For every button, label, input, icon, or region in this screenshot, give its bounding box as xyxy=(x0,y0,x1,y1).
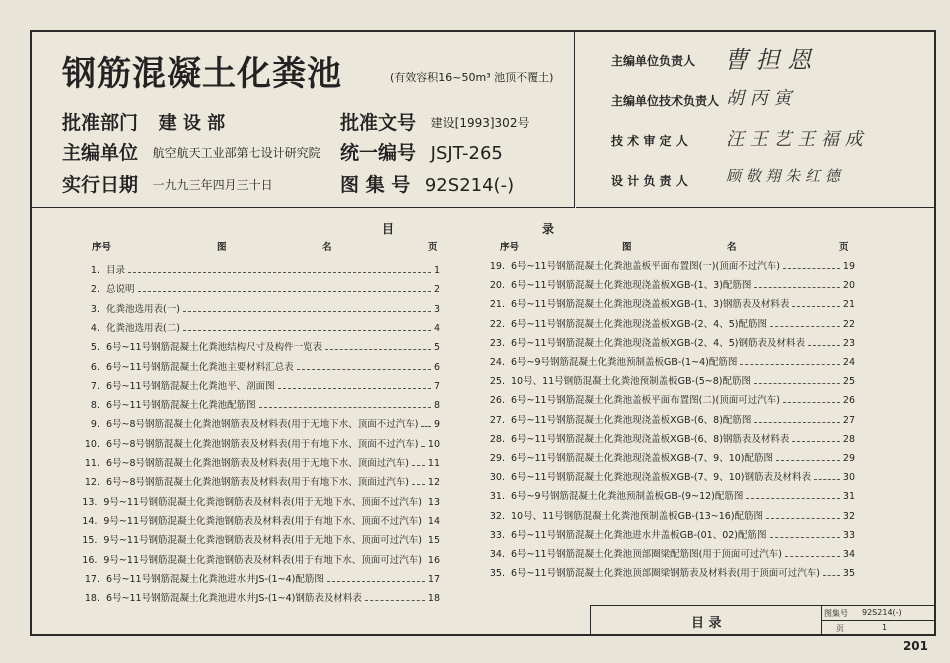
toc-leader-dots xyxy=(754,287,839,288)
toc-entry xyxy=(72,436,440,450)
toc-entry xyxy=(72,416,440,430)
toc-leader-dots xyxy=(792,441,839,442)
toc-entry-page: 2 xyxy=(433,284,440,296)
toc-entry-number: 22. xyxy=(489,318,505,330)
toc-entry xyxy=(72,571,440,585)
toc-leader-dots xyxy=(814,479,840,480)
signature: 汪 王 艺 王 福 成 xyxy=(726,129,863,150)
toc-entry-title: 6号~11号钢筋混凝土化粪池进水井盖板GB-(01、02)配筋图 xyxy=(511,529,767,541)
toc-heading-left: 目 xyxy=(382,222,395,236)
toc-entry-page: 12 xyxy=(427,477,440,489)
col-page-right: 页 xyxy=(839,242,849,253)
toc-entry-number: 20. xyxy=(489,280,505,292)
toc-entry xyxy=(477,373,855,387)
toc-entry xyxy=(72,397,440,411)
unified-no-row: 统一编号 JSJT-265 xyxy=(340,142,503,164)
toc-entry-number: 25. xyxy=(489,376,505,388)
toc-entry-page: 4 xyxy=(433,322,440,334)
toc-entry xyxy=(72,301,440,315)
toc-entry-page: 5 xyxy=(433,342,440,354)
toc-entry-number: 29. xyxy=(489,453,505,464)
toc-entry-page: 7 xyxy=(433,380,440,392)
col-title-b-left: 名 xyxy=(322,242,332,253)
book-page-number: 201 xyxy=(902,639,928,653)
toc-entry-title: 6号~9号钢筋混凝土化粪池预制盖板GB-(9~12)配筋图 xyxy=(511,491,744,503)
footer-atlas-row xyxy=(822,606,936,621)
impl-date-row: 实行日期 一九九三年四月三十日 xyxy=(62,174,273,196)
document-title: 钢筋混凝土化粪池 xyxy=(62,54,342,94)
approval-doc-row: 批准文号 建设[1993]302号 xyxy=(340,112,530,134)
footer-label: 目 录 xyxy=(691,616,722,631)
toc-entry-number: 12. xyxy=(84,477,100,489)
toc-entry xyxy=(72,455,440,469)
toc-entry-page: 22 xyxy=(842,318,855,330)
toc-entry-title: 6号~11号钢筋混凝土化粪池现浇盖板XGB-(7、9、10)钢筋表及材料表 xyxy=(511,472,811,484)
toc-entry-page: 31 xyxy=(842,491,855,503)
toc-entry-number: 9. xyxy=(90,419,100,431)
toc-entry-page: 10 xyxy=(427,438,440,450)
toc-entry-number: 26. xyxy=(489,395,505,407)
toc-entry xyxy=(477,565,855,579)
col-title-a-right: 图 xyxy=(622,242,632,253)
toc-entry-title: 6号~11号钢筋混凝土化粪池现浇盖板XGB-(1、3)配筋图 xyxy=(511,280,752,292)
toc-entry-title: 总说明 xyxy=(106,284,135,296)
toc-leader-dots xyxy=(783,402,840,403)
toc-entry-title: 6号~11号钢筋混凝土化粪池顶部圈梁配筋图(用于顶面可过汽车) xyxy=(511,549,783,560)
toc-entry-number: 11. xyxy=(84,458,100,469)
toc-entry xyxy=(477,527,855,541)
toc-entry-title: 6号~9号钢筋混凝土化粪池预制盖板GB-(1~4)配筋图 xyxy=(511,357,738,368)
toc-entry xyxy=(72,532,440,546)
toc-entry-number: 1. xyxy=(90,265,100,276)
toc-entry-page: 18 xyxy=(427,593,440,605)
toc-entry-page: 11 xyxy=(427,458,440,469)
toc-entry-number: 5. xyxy=(90,342,100,354)
toc-entry-title: 9号~11号钢筋混凝土化粪池钢筋表及材料表(用于有地下水、顶面不过汽车) xyxy=(103,515,422,527)
toc-entry-page: 23 xyxy=(842,337,855,349)
toc-entry xyxy=(477,508,855,522)
toc-entry-page: 8 xyxy=(433,400,440,412)
toc-entry-title: 6号~8号钢筋混凝土化粪池钢筋表及材料表(用于有地下水、顶面过汽车) xyxy=(106,477,409,489)
footer-grid xyxy=(821,606,936,635)
toc-entry-title: 化粪池选用表(一) xyxy=(106,303,180,315)
toc-leader-dots xyxy=(746,498,840,499)
toc-entry-number: 4. xyxy=(90,322,100,334)
footer-atlas-value: 92S214(-) xyxy=(862,608,902,617)
toc-entry-number: 2. xyxy=(90,284,100,296)
toc-entry xyxy=(72,590,440,604)
toc-entry-title: 9号~11号钢筋混凝土化粪池钢筋表及材料表(用于无地下水、顶面不过汽车) xyxy=(103,496,422,508)
toc-leader-dots xyxy=(776,460,840,461)
toc-entry xyxy=(477,277,855,291)
toc-entry-title: 6号~8号钢筋混凝土化粪池钢筋表及材料表(用于无地下水、顶面不过汽车) xyxy=(106,419,419,431)
toc-entry-title: 10号、11号钢筋混凝土化粪池预制盖板GB-(5~8)配筋图 xyxy=(511,376,751,388)
toc-entry-page: 28 xyxy=(842,433,855,445)
signature: 胡 丙 寅 xyxy=(726,88,792,109)
responsible-label: 设 计 负 责 人 xyxy=(611,174,688,188)
toc-entry-number: 6. xyxy=(90,361,100,373)
toc-entry xyxy=(477,392,855,406)
toc-entry-page: 24 xyxy=(842,357,855,368)
toc-entry-number: 10. xyxy=(84,438,100,450)
toc-entry-title: 6号~11号钢筋混凝土化粪池主要材料汇总表 xyxy=(106,361,294,373)
toc-entry-page: 3 xyxy=(433,303,440,315)
toc-entry-page: 30 xyxy=(842,472,855,484)
toc-leader-dots xyxy=(278,388,431,389)
toc-leader-dots xyxy=(792,306,839,307)
toc-entry-number: 31. xyxy=(489,491,505,503)
toc-entry xyxy=(477,488,855,502)
toc-leader-dots xyxy=(412,465,425,466)
toc-entry-number: 24. xyxy=(489,357,505,368)
toc-leader-dots xyxy=(365,600,425,601)
toc-entry-page: 35 xyxy=(842,568,855,580)
editor-unit-row: 主编单位 航空航天工业部第七设计研究院 xyxy=(62,142,321,164)
toc-entry-page: 27 xyxy=(842,414,855,426)
toc-entry-number: 27. xyxy=(489,414,505,426)
toc-leader-dots xyxy=(138,291,431,292)
toc-entry-title: 9号~11号钢筋混凝土化粪池钢筋表及材料表(用于无地下水、顶面可过汽车) xyxy=(103,535,422,547)
title-block xyxy=(32,32,575,208)
toc-leader-dots xyxy=(183,311,431,312)
toc-entry xyxy=(72,320,440,334)
toc-entry xyxy=(72,262,440,276)
toc-entry-number: 14. xyxy=(82,515,98,527)
toc-entry-page: 26 xyxy=(842,395,855,407)
toc-entry-number: 16. xyxy=(82,554,98,566)
toc-entry-number: 21. xyxy=(489,299,505,311)
toc-heading-right: 录 xyxy=(542,222,555,236)
toc-entry-number: 35. xyxy=(489,568,505,580)
toc-leader-dots xyxy=(259,407,431,408)
toc-entry xyxy=(477,450,855,464)
toc-entry-title: 6号~11号钢筋混凝土化粪池结构尺寸及构件一览表 xyxy=(106,342,323,354)
toc-entry-title: 6号~8号钢筋混凝土化粪池钢筋表及材料表(用于有地下水、顶面不过汽车) xyxy=(106,438,419,450)
toc-entry-title: 化粪池选用表(二) xyxy=(106,322,180,334)
col-no-right: 序号 xyxy=(500,242,520,253)
toc-entry-number: 15. xyxy=(82,535,98,547)
toc-entry xyxy=(72,494,440,508)
toc-entry-number: 13. xyxy=(82,496,98,508)
toc-leader-dots xyxy=(183,330,431,331)
toc-entry-page: 20 xyxy=(842,280,855,292)
toc-entry xyxy=(477,354,855,368)
toc-entry-page: 32 xyxy=(842,510,855,522)
toc-leader-dots xyxy=(327,581,425,582)
toc-entry-title: 6号~11号钢筋混凝土化粪池现浇盖板XGB-(7、9、10)配筋图 xyxy=(511,453,773,464)
toc-leader-dots xyxy=(754,422,839,423)
toc-entry-number: 32. xyxy=(489,510,505,522)
toc-entry-title: 6号~11号钢筋混凝土化粪池盖板平面布置图(二)(顶面可过汽车) xyxy=(511,395,780,407)
toc-entry-page: 9 xyxy=(433,419,440,431)
footer-page-value: 1 xyxy=(882,623,888,632)
toc-entry xyxy=(72,513,440,527)
toc-entry-number: 7. xyxy=(90,380,100,392)
toc-entry xyxy=(72,339,440,353)
toc-entry xyxy=(72,474,440,488)
toc-entry xyxy=(72,552,440,566)
toc-entry xyxy=(477,296,855,310)
toc-entry-page: 14 xyxy=(427,515,440,527)
toc-entry-title: 6号~8号钢筋混凝土化粪池钢筋表及材料表(用于无地下水、顶面过汽车) xyxy=(106,458,409,469)
responsible-label: 技 术 审 定 人 xyxy=(611,134,688,148)
toc-leader-dots xyxy=(785,556,840,557)
toc-entry-number: 17. xyxy=(84,573,100,585)
toc-leader-dots xyxy=(421,426,430,427)
toc-entry-title: 6号~11号钢筋混凝土化粪池现浇盖板XGB-(1、3)钢筋表及材料表 xyxy=(511,299,790,311)
toc-entry-number: 30. xyxy=(489,472,505,484)
toc-entry-title: 6号~11号钢筋混凝土化粪池进水井JS-(1~4)钢筋表及材料表 xyxy=(106,593,362,605)
toc-entry-number: 33. xyxy=(489,529,505,541)
toc-entry-page: 15 xyxy=(427,535,440,547)
toc-entry-number: 8. xyxy=(90,400,100,412)
toc-entry-title: 6号~11号钢筋混凝土化粪池配筋图 xyxy=(106,400,256,412)
toc-entry-title: 6号~11号钢筋混凝土化粪池进水井JS-(1~4)配筋图 xyxy=(106,573,324,585)
toc-entry-number: 23. xyxy=(489,337,505,349)
toc-leader-dots xyxy=(766,518,840,519)
toc-entry-page: 25 xyxy=(842,376,855,388)
toc-leader-dots xyxy=(421,446,424,447)
toc-entry-title: 6号~11号钢筋混凝土化粪池现浇盖板XGB-(6、8)钢筋表及材料表 xyxy=(511,433,790,445)
toc-entry xyxy=(72,359,440,373)
toc-entry xyxy=(477,335,855,349)
toc-entry-title: 6号~11号钢筋混凝土化粪池现浇盖板XGB-(2、4、5)配筋图 xyxy=(511,318,767,330)
toc-entry-number: 19. xyxy=(489,261,505,272)
col-title-b-right: 名 xyxy=(727,242,737,253)
toc-entry-title: 10号、11号钢筋混凝土化粪池预制盖板GB-(13~16)配筋图 xyxy=(511,510,764,522)
toc-entry-title: 6号~11号钢筋混凝土化粪池平、剖面图 xyxy=(106,380,275,392)
toc-entry-page: 6 xyxy=(433,361,440,373)
toc-entry xyxy=(72,378,440,392)
toc-entry-page: 17 xyxy=(427,573,440,585)
toc-leader-dots xyxy=(770,537,840,538)
toc-entry xyxy=(477,546,855,560)
responsible-label: 主编单位技术负责人 xyxy=(611,94,720,108)
toc-entry-number: 18. xyxy=(84,593,100,605)
toc-entry xyxy=(477,412,855,426)
toc-entry xyxy=(477,469,855,483)
toc-entry-page: 29 xyxy=(842,453,855,464)
document-subtitle: (有效容积16~50m³ 池顶不覆土) xyxy=(390,71,554,84)
atlas-no-row: 图 集 号 92S214(-) xyxy=(340,174,515,196)
approval-dept-row: 批准部门 建 设 部 xyxy=(62,112,226,134)
footer-page-row xyxy=(822,621,936,635)
footer-title-box xyxy=(590,605,935,635)
toc-entry-title: 6号~11号钢筋混凝土化粪池现浇盖板XGB-(6、8)配筋图 xyxy=(511,414,752,426)
toc-leader-dots xyxy=(297,369,431,370)
footer-page-label: 页 xyxy=(836,624,844,633)
col-no-left: 序号 xyxy=(92,242,112,253)
signature: 顾 敬 翔 朱 红 德 xyxy=(726,167,840,185)
toc-entry-page: 33 xyxy=(842,529,855,541)
toc-entry-title: 9号~11号钢筋混凝土化粪池钢筋表及材料表(用于有地下水、顶面可过汽车) xyxy=(103,554,422,566)
toc-leader-dots xyxy=(783,268,840,269)
footer-atlas-label: 图集号 xyxy=(824,609,848,618)
toc-entry-number: 28. xyxy=(489,433,505,445)
toc-entry-number: 34. xyxy=(489,549,505,560)
col-page-left: 页 xyxy=(428,242,438,253)
toc-entry xyxy=(477,258,855,272)
toc-entry-title: 6号~11号钢筋混凝土化粪池现浇盖板XGB-(2、4、5)钢筋表及材料表 xyxy=(511,337,805,349)
toc-leader-dots xyxy=(740,364,840,365)
responsible-block xyxy=(576,32,934,208)
toc-leader-dots xyxy=(128,272,431,273)
toc-entry xyxy=(477,316,855,330)
toc-entry-page: 16 xyxy=(427,554,440,566)
signature: 曹 担 恩 xyxy=(724,46,812,74)
toc-entry-title: 6号~11号钢筋混凝土化粪池顶部圈梁钢筋表及材料表(用于顶面可过汽车) xyxy=(511,568,821,580)
toc-leader-dots xyxy=(770,326,840,327)
toc-entry-page: 13 xyxy=(427,496,440,508)
drawing-sheet xyxy=(30,30,936,636)
toc-leader-dots xyxy=(754,383,840,384)
toc-entry-page: 19 xyxy=(842,261,855,272)
toc-leader-dots xyxy=(412,484,425,485)
toc-entry xyxy=(477,431,855,445)
toc-entry-number: 3. xyxy=(90,303,100,315)
toc-entry-title: 目录 xyxy=(106,265,126,276)
toc-entry-title: 6号~11号钢筋混凝土化粪池盖板平面布置图(一)(顶面不过汽车) xyxy=(511,261,780,272)
toc-entry-page: 21 xyxy=(842,299,855,311)
toc-leader-dots xyxy=(823,575,840,576)
toc-leader-dots xyxy=(808,345,840,346)
responsible-label: 主编单位负责人 xyxy=(611,54,696,68)
toc-entry-page: 1 xyxy=(433,265,440,276)
toc-leader-dots xyxy=(325,349,431,350)
toc-entry xyxy=(72,281,440,295)
col-title-a-left: 图 xyxy=(217,242,227,253)
toc-entry-page: 34 xyxy=(842,549,855,560)
